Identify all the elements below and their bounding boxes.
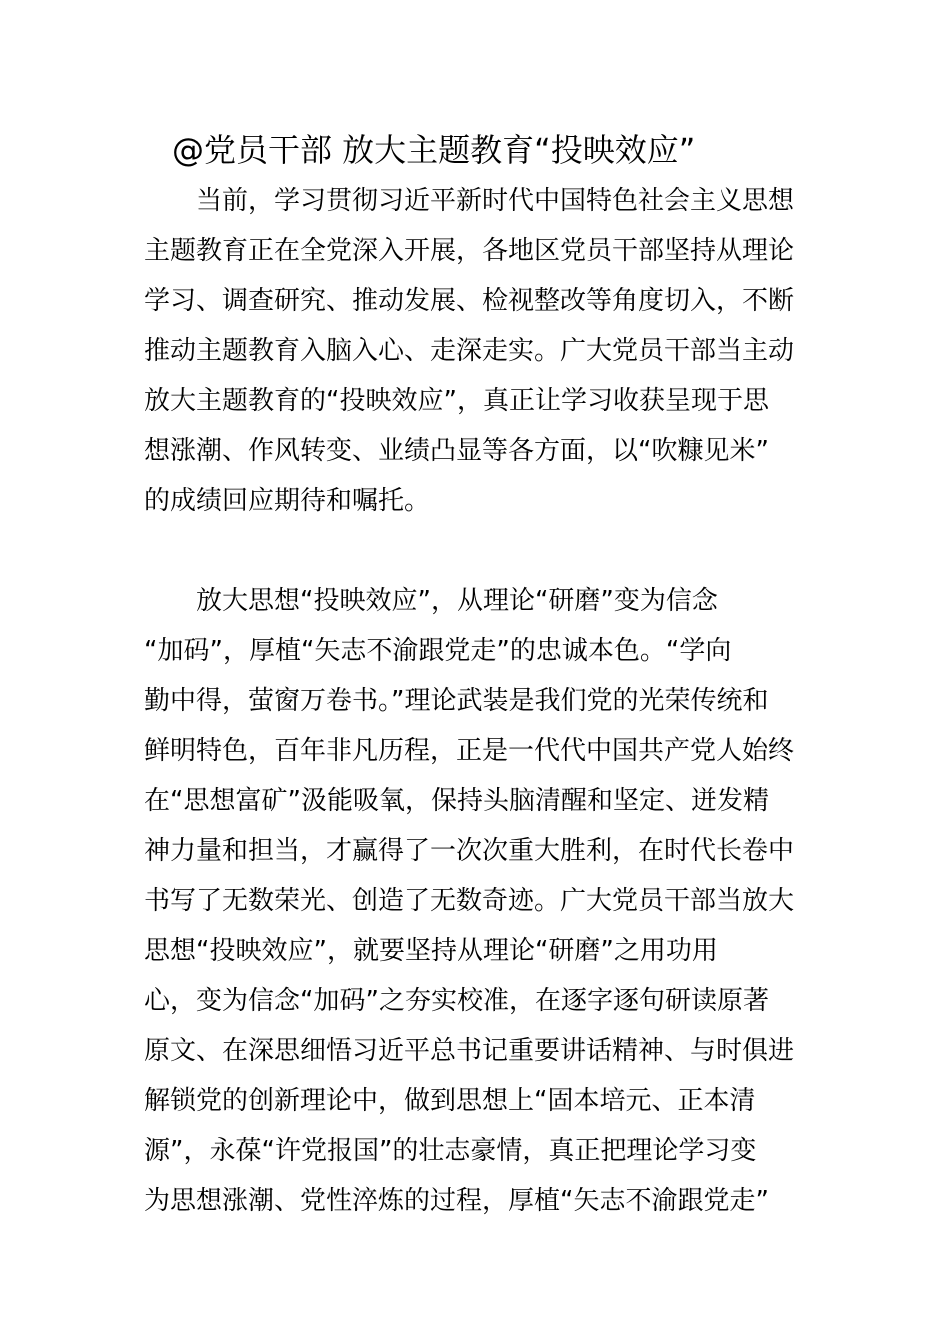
paragraph-line: 源”，永葆“许党报国”的壮志豪情，真正把理论学习变: [144, 1136, 757, 1166]
document-title: @党员干部 放大主题教育“投映效应”: [172, 131, 696, 169]
paragraph-line: 原文、在深思细悟习近平总书记重要讲话精神、与时俱进: [144, 1036, 795, 1066]
paragraph-line: 解锁党的创新理论中，做到思想上“固本培元、正本清: [144, 1086, 756, 1116]
paragraph-line: 勤中得，萤窗万卷书。”理论武装是我们党的光荣传统和: [144, 686, 769, 716]
paragraph-line: 主题教育正在全党深入开展，各地区党员干部坚持从理论: [144, 236, 795, 266]
paragraph-line: 鲜明特色，百年非凡历程，正是一代代中国共产党人始终: [144, 736, 795, 766]
paragraph-line: 为思想涨潮、党性淬炼的过程，厚植“矢志不渝跟党走”: [144, 1186, 769, 1216]
paragraph-line: 思想“投映效应”，就要坚持从理论“研磨”之用功用: [144, 936, 718, 966]
paragraph-line: 推动主题教育入脑入心、走深走实。广大党员干部当主动: [144, 336, 795, 366]
paragraph-line: 放大主题教育的“投映效应”，真正让学习收获呈现于思: [144, 386, 769, 416]
paragraph-line: 在“思想富矿”汲能吸氧，保持头脑清醒和坚定、迸发精: [144, 786, 769, 816]
paragraph-line: 神力量和担当，才赢得了一次次重大胜利，在时代长卷中: [144, 836, 795, 866]
paragraph-line: 的成绩回应期待和嘱托。: [144, 486, 431, 516]
paragraph-line: 想涨潮、作风转变、业绩凸显等各方面，以“吹糠见米”: [144, 436, 769, 466]
paragraph-line: 心，变为信念“加码”之夯实校准，在逐字逐句研读原著: [144, 986, 769, 1016]
paragraph-line: 当前，学习贯彻习近平新时代中国特色社会主义思想: [196, 186, 795, 216]
paragraph-line: 书写了无数荣光、创造了无数奇迹。广大党员干部当放大: [144, 886, 795, 916]
paragraph-line: 学习、调查研究、推动发展、检视整改等角度切入，不断: [144, 286, 795, 316]
paragraph-line: “加码”，厚植“矢志不渝跟党走”的忠诚本色。“学向: [144, 636, 732, 666]
paragraph-1: [144, 176, 809, 526]
paragraph-2: [144, 576, 809, 1226]
paragraph-line: 放大思想“投映效应”，从理论“研磨”变为信念: [196, 586, 718, 616]
